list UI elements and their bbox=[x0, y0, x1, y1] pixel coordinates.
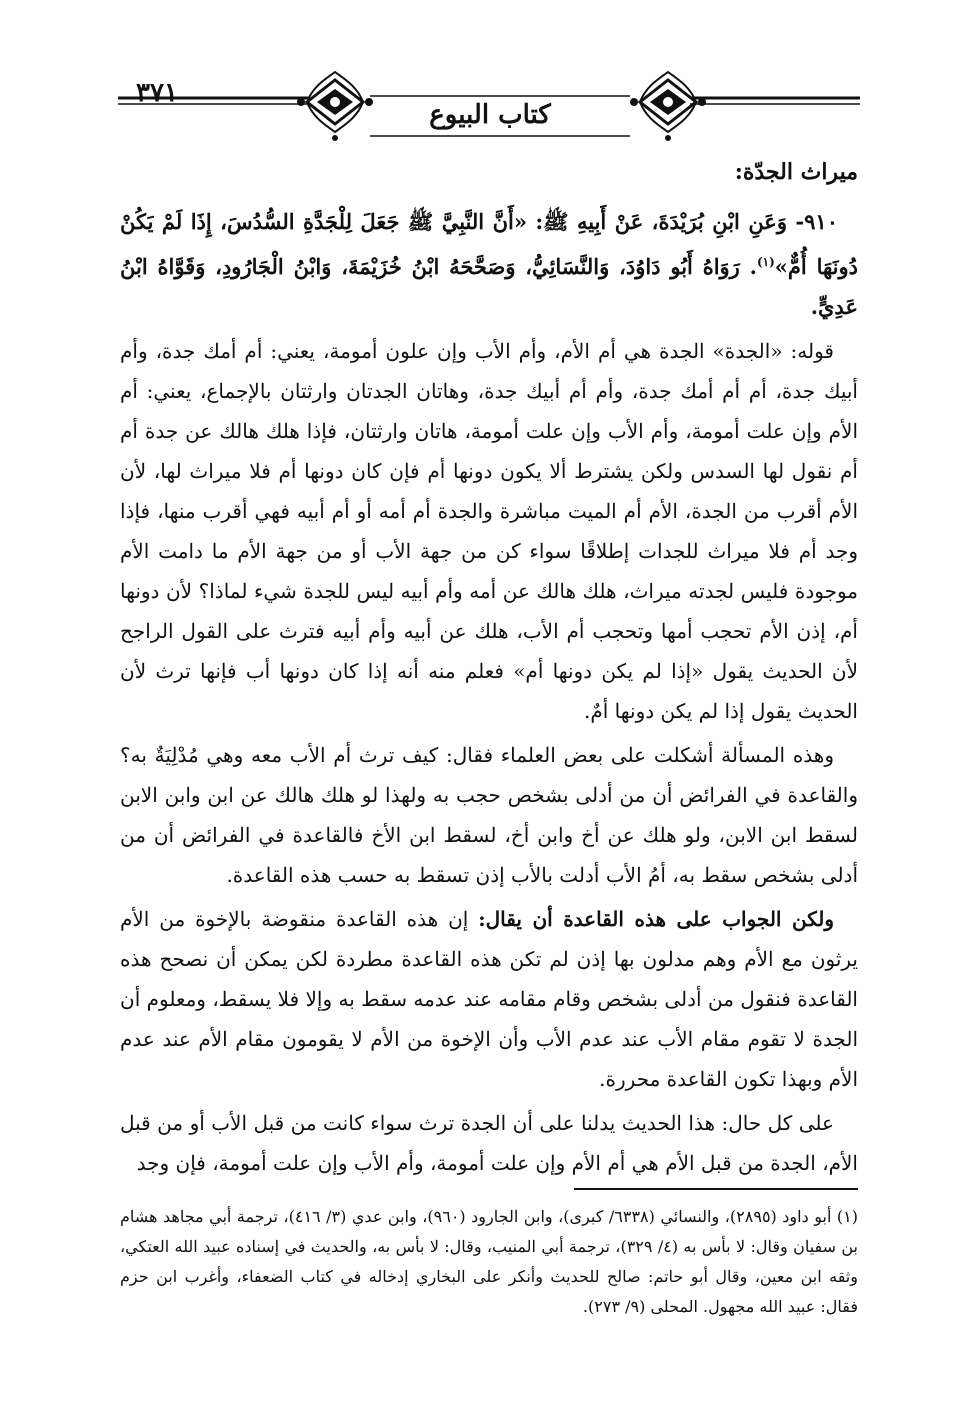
section-heading: ميراث الجدّة: bbox=[734, 159, 858, 185]
footnote-ref[interactable]: (١) bbox=[756, 255, 775, 269]
running-title: كتاب البيوع bbox=[429, 100, 551, 130]
paragraph bbox=[120, 331, 858, 731]
paragraph bbox=[120, 899, 858, 1099]
footnote: (١) أبو داود (٢٨٩٥)، والنسائي (٦٣٣٨/ كبرى)، وابن الجارود (٩٦٠)، وابن عدي (٣/ ٤١٦)، ترجمة أبي مجاهد هشام بن سفيان وقال: لا بأس به (٤/ ٣٢٩)، ترجمة أبي المنيب، وقال: لا بأس به، والحديث في إسناده عبيد الله العتكي، وثقه ابن معين، وقال أبو حاتم: صالح للحديث وأنكر على البخاري إدخاله في كتاب الضعفاء، وأغرب ابن حزم فقال: عبيد الله مجهول. المحلى (٩/ ٢٧٣). bbox=[120, 1207, 859, 1316]
paragraph-lead: ولكن الجواب على هذه القاعدة أن يقال: bbox=[478, 907, 835, 931]
hadith-body: ٩١٠- وَعَنِ ابْنِ بُرَيْدَةَ، عَنْ أَبِيهِ ﷺ: «أَنَّ النَّبِيَّ ﷺ جَعَلَ لِلْجَدَّةِ السُّدُسَ، إِذَا لَمْ يَكُنْ دُونَهَا أُمٌّ» bbox=[120, 209, 858, 279]
paragraph-text: على كل حال: هذا الحديث يدلنا على أن الجدة ترث سواء كانت من قبل الأب أو من قبل الأم، الجدة من قبل الأم هي أم الأم وإن علت أمومة، وأم الأب وإن علت أمومة، فإن وجد bbox=[120, 1111, 858, 1175]
hadith-text bbox=[120, 202, 858, 327]
footnote-divider bbox=[574, 1188, 858, 1190]
paragraph bbox=[120, 735, 858, 895]
paragraph-text: قوله: «الجدة» الجدة هي أم الأم، وأم الأب وإن علون أمومة، يعني: أم أمك جدة، وأم أبيك جدة، أم أم أمك جدة، وأم أم أبيك جدة، وهاتان الجدتان وارثتان بالإجماع، يعني: أم الأم وإن علت أمومة، وأم الأب وإن علت أمومة، هاتان وارثتان، فإذا هلك هالك عن جدة أم أم نقول لها السدس ولكن يشترط ألا يكون دونها أم فإن كان دونها أم فلا ميراث لها، لأن الأم أقرب من الجدة، الأم أم الميت مباشرة والجدة أم أمه أو أم أبيه فهي أقرب منها، فإذا وجد أم فلا ميراث للجدات إطلاقًا سواء كن من جهة الأب أو من جهة الأم ما دامت الأم موجودة فليس لجدته ميراث، هلك هالك عن أمه وأم أبيه ليس للجدة شيء لماذا؟ لأن دونها أم، إذن الأم تحجب أمها وتحجب أم الأب، هلك عن أبيه وأم أبيه فترث على القول الراجح لأن الحديث يقول «إذا لم يكن دونها أم» فعلم منه أنه إذا كان دونها أب فإنها ترث لأن الحديث يقول إذا لم يكن دونها أمٌ. bbox=[120, 339, 858, 723]
paragraph-text: وهذه المسألة أشكلت على بعض العلماء فقال: كيف ترث أم الأب معه وهي مُدْلِيَةٌ به؟ والقاعدة في الفرائض أن من أدلى بشخص حجب به ولهذا لو هلك هالك عن ابن وابن الابن لسقط ابن الابن، ولو هلك عن أخ وابن أخ، لسقط ابن الأخ فالقاعدة في الفرائض أن من أدلى بشخص سقط به، أمُ الأب أدلت بالأب إذن تسقط به حسب هذه القاعدة. bbox=[120, 743, 858, 887]
page-number: ٣٧١ bbox=[136, 78, 178, 108]
page-body bbox=[120, 150, 858, 1187]
paragraph-text: إن هذه القاعدة منقوضة بالإخوة من الأم يرثون مع الأم وهم مدلون بها إذن لم تكن هذه القاعدة مطردة لكن يمكن أن نصحح هذه القاعدة فنقول من أدلى بشخص وقام مقامه عند عدمه سقط به وإلا فلا يسقط، ومعلوم أن الجدة لا تقوم مقام الأب عند عدم الأب وأن الإخوة من الأم لا يقومون مقام الأم عند عدم الأم وبهذا تكون القاعدة محررة. bbox=[120, 907, 858, 1091]
paragraph bbox=[120, 1103, 858, 1183]
page-header bbox=[0, 70, 978, 150]
hadith-source: . رَوَاهُ أَبُو دَاوُدَ، وَالنَّسَائِيُّ، وَصَحَّحَهُ ابْنُ خُزَيْمَةَ، وَابْنُ الْجَارُودِ، وَقَوَّاهُ ابْنُ عَدِيٍّ. bbox=[120, 254, 858, 319]
right-ornament-icon bbox=[630, 70, 706, 141]
